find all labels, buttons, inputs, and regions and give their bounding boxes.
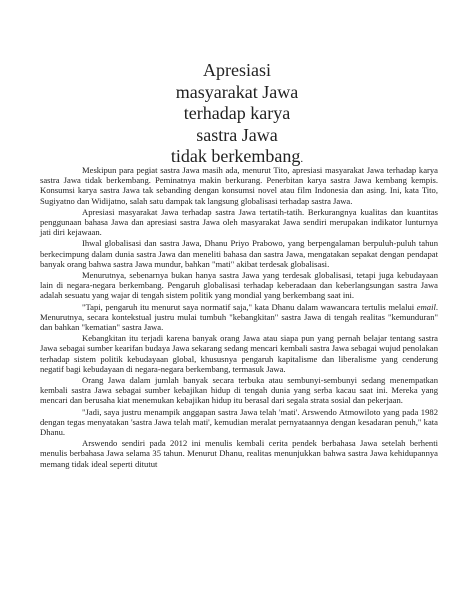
title-line-4: sastra Jawa [196,124,278,145]
title-line-5-text: tidak berkembang [170,146,301,166]
paragraph-5-part-1: "Tapi, pengaruh itu menurut saya normatif saja," kata Dhanu dalam wawancara tertulis melalui [82,301,417,312]
email-word: email [416,301,436,312]
title-line-1: Apresiasi [203,60,271,80]
paragraph-5-part-2: . Menurutnya, secara kontekstual justru mulai tumbuh "kebangkitan" sastra Jawa di tengah realitas "kemunduran" dan bahkan "kematian" sastra Jawa. [40,301,438,333]
title-line-3: terhadap karya [183,103,291,123]
paragraph-2: Apresiasi masyarakat Jawa terhadap sastra Jawa tertatih-tatih. Berkurangnya kualitas dan kuantitas penggunaan bahasa Jawa dan apresiasi sastra Jawa oleh masyarakat Jawa sendiri merupakan indikator lunturnya jati diri kejawaan. [40,206,438,238]
title-end-mark: . [300,153,304,165]
paragraph-7: Orang Jawa dalam jumlah banyak secara terbuka atau sembunyi-sembunyi sedang menempatkan kembali sastra Jawa sebagai sumber kebajikan hidup di tengah dunia yang serba kacau saat ini. Mereka yang mencari dan berusaha kiat menemukan kebajikan hidup itu berasal dari segala strata sosial dan pekerjaan. [40,375,438,406]
paragraph-3: Ihwal globalisasi dan sastra Jawa, Dhanu Priyo Prabowo, yang berpengalaman berpuluh-puluh tahun berkecimpung dalam dunia sastra Jawa dan meneliti bahasa dan sastra Jawa, mengatakan sepakat dengan pendapat banyak orang bahwa sastra Jawa mundur, bahkan "mati" akibat terdesak globalisasi. [40,238,438,269]
paragraph-5 [40,302,438,333]
paragraph-8: "Jadi, saya justru menampik anggapan sastra Jawa telah 'mati'. Arswendo Atmowiloto yang pada 1982 dengan tegas menyatakan 'sastra Jawa telah mati', kemudian meralat pernyataannya dengan kesadaran penuh," kata Dhanu. [40,406,438,438]
paragraph-6: Kebangkitan itu terjadi karena banyak orang Jawa atau siapa pun yang pernah belajar tentang sastra Jawa sebagai sumber kearifan budaya Jawa sekarang sedang mencari kembali sastra Jawa sebagai wujud penolakan terhadap sistem politik kebudayaan global, khususnya pengaruh kapitalisme dan liberalisme yang cenderung negatif bagi kebudayaan di negara-negara berkembang, termasuk Jawa. [40,333,438,374]
article-body [40,165,438,469]
page-title [100,60,374,171]
paragraph-1: Meskipun para pegiat sastra Jawa masih ada, menurut Tito, apresiasi masyarakat Jawa terhadap karya sastra Jawa tidak berkembang. Peminatnya makin berkurang. Penerbitan karya sastra Jawa kembang kempis. Konsumsi karya sastra Jawa tak sebanding dengan konsumsi novel atau film Indonesia dan asing. Ini, kata Tito, Sugiyatno dan Widijatno, salah satu dampak tak langsung globalisasi terhadap sastra Jawa. [40,165,438,206]
paragraph-9: Arswendo sendiri pada 2012 ini menulis kembali cerita pendek berbahasa Jawa setelah berhenti menulis berbahasa Jawa selama 35 tahun. Menurut Dhanu, realitas menunjukkan bahwa sastra Jawa kehidupannya memang tidak ideal seperti ditutut [40,438,438,469]
paragraph-4: Menurutnya, sebenarnya bukan hanya sastra Jawa yang terdesak globalisasi, tetapi juga kebudayaan lain di negara-negara berkembang. Pengaruh globalisasi terhadap keberadaan dan keberlangsungan sastra Jawa adalah sesuatu yang wajar di tengah sistem politik yang mondial yang berkembang saat ini. [40,270,438,301]
title-line-2: masyarakat Jawa [175,81,299,102]
